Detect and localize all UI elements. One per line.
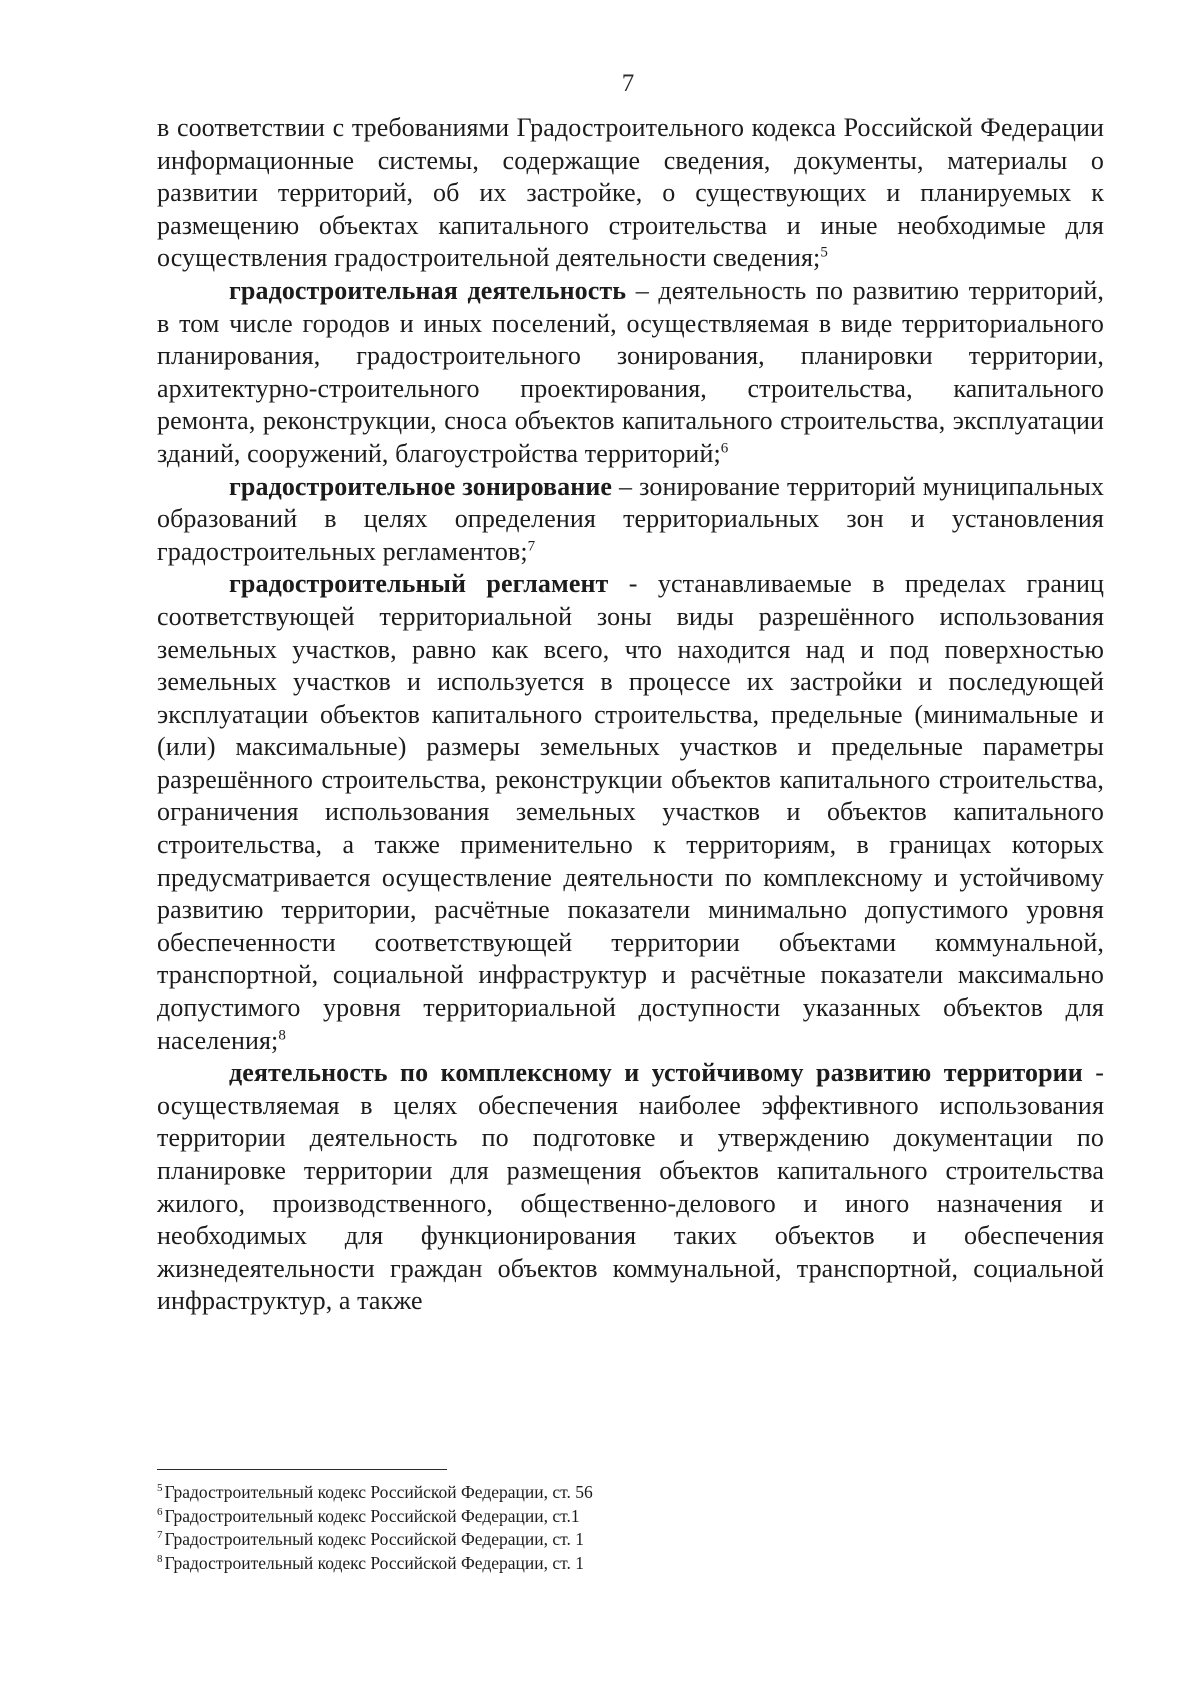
- footnote-number: 7: [157, 1529, 163, 1542]
- footnote-item: [157, 1528, 1057, 1552]
- defined-term: градостроительный регламент: [229, 569, 609, 599]
- defined-term: градостроительная деятельность: [229, 275, 627, 305]
- paragraph-text: в соответствии с требованиями Градостроительного кодекса Российской Федерации информационные системы, содержащие сведения, документы, материалы о развитии территорий, об их застройке, о существующих и планируемых к размещению объектах капитального строительства и иные необходимые для осуществления градостроительной деятельности сведения;: [157, 113, 1104, 273]
- paragraph-definition: [157, 471, 1104, 569]
- definition-text: устанавливаемые в пределах границ соответствующей территориальной зоны виды разрешённого использования земельных участков, равно как всего, что находится над и под поверхностью земельных участков и используется в процессе их застройки и последующей эксплуатации объектов капитального строительства, предельные (минимальные и (или) максимальные) размеры земельных участков и предельные параметры разрешённого строительства, реконструкции объектов капитального строительства, ограничения использования земельных участков и объектов капитального строительства, а также применительно к территориям, в границах которых предусматривается осуществление деятельности по комплексному и устойчивому развитию территории, расчётные показатели минимально допустимого уровня обеспеченности соответствующей территории объектами коммунальной, транспортной, социальной инфраструктур и расчётные показатели максимально допустимого уровня территориальной доступности указанных объектов для населения;: [157, 569, 1104, 1055]
- definition-text: деятельность по развитию территорий, в том числе городов и иных поселений, осуществляемая в виде территориального планирования, градостроительного зонирования, планировки территории, архитектурно-строительного проектирования, строительства, капитального ремонта, реконструкции, сноса объектов капитального строительства, эксплуатации зданий, сооружений, благоустройства территорий;: [157, 275, 1104, 468]
- footnote-item: [157, 1481, 1057, 1505]
- paragraph-definition: [157, 568, 1104, 1057]
- footnote-reference: 6: [720, 440, 729, 457]
- term-dash: -: [1082, 1058, 1105, 1088]
- definition-text: зонирование территорий муниципальных образований в целях определения территориальных зон и установления градостроительных регламентов;: [157, 471, 1104, 566]
- footnote-number: 8: [157, 1552, 163, 1565]
- footnote-separator: [157, 1469, 447, 1470]
- footnote-text: Градостроительный кодекс Российской Федерации, ст. 56: [164, 1482, 593, 1502]
- footnote-item: [157, 1505, 1057, 1529]
- paragraph-definition: [157, 275, 1104, 471]
- paragraph-continuation: [157, 112, 1104, 275]
- footnote-reference: 7: [527, 538, 536, 555]
- footnote-text: Градостроительный кодекс Российской Федерации, ст.1: [164, 1505, 580, 1526]
- paragraph-definition: [157, 1057, 1104, 1318]
- term-dash: -: [608, 569, 658, 599]
- footnote-reference: 5: [820, 244, 828, 261]
- footnote-text: Градостроительный кодекс Российской Федерации, ст. 1: [164, 1529, 584, 1549]
- footnotes: [157, 1481, 1057, 1575]
- term-dash: –: [626, 275, 659, 305]
- footnote-number: 6: [157, 1505, 163, 1518]
- definition-text: осуществляемая в целях обеспечения наиболее эффективного использования территории деятельность по подготовке и утверждению документации по планировке территории для размещения объектов капитального строительства жилого, производственного, общественно-делового и иного назначения и необходимых для функционирования таких объектов и обеспечения жизнедеятельности граждан объектов коммунальной, транспортной, социальной инфраструктур, а также: [157, 1090, 1104, 1316]
- document-body: [157, 112, 1104, 1318]
- defined-term: градостроительное зонирование: [229, 471, 613, 501]
- defined-term: деятельность по комплексному и устойчивому развитию территории: [229, 1058, 1083, 1088]
- footnote-item: [157, 1552, 1057, 1576]
- footnote-number: 5: [157, 1482, 163, 1495]
- footnote-reference: 8: [278, 1026, 286, 1043]
- term-dash: –: [612, 471, 640, 501]
- page-number: 7: [621, 70, 635, 97]
- footnote-text: Градостроительный кодекс Российской Федерации, ст. 1: [164, 1552, 584, 1573]
